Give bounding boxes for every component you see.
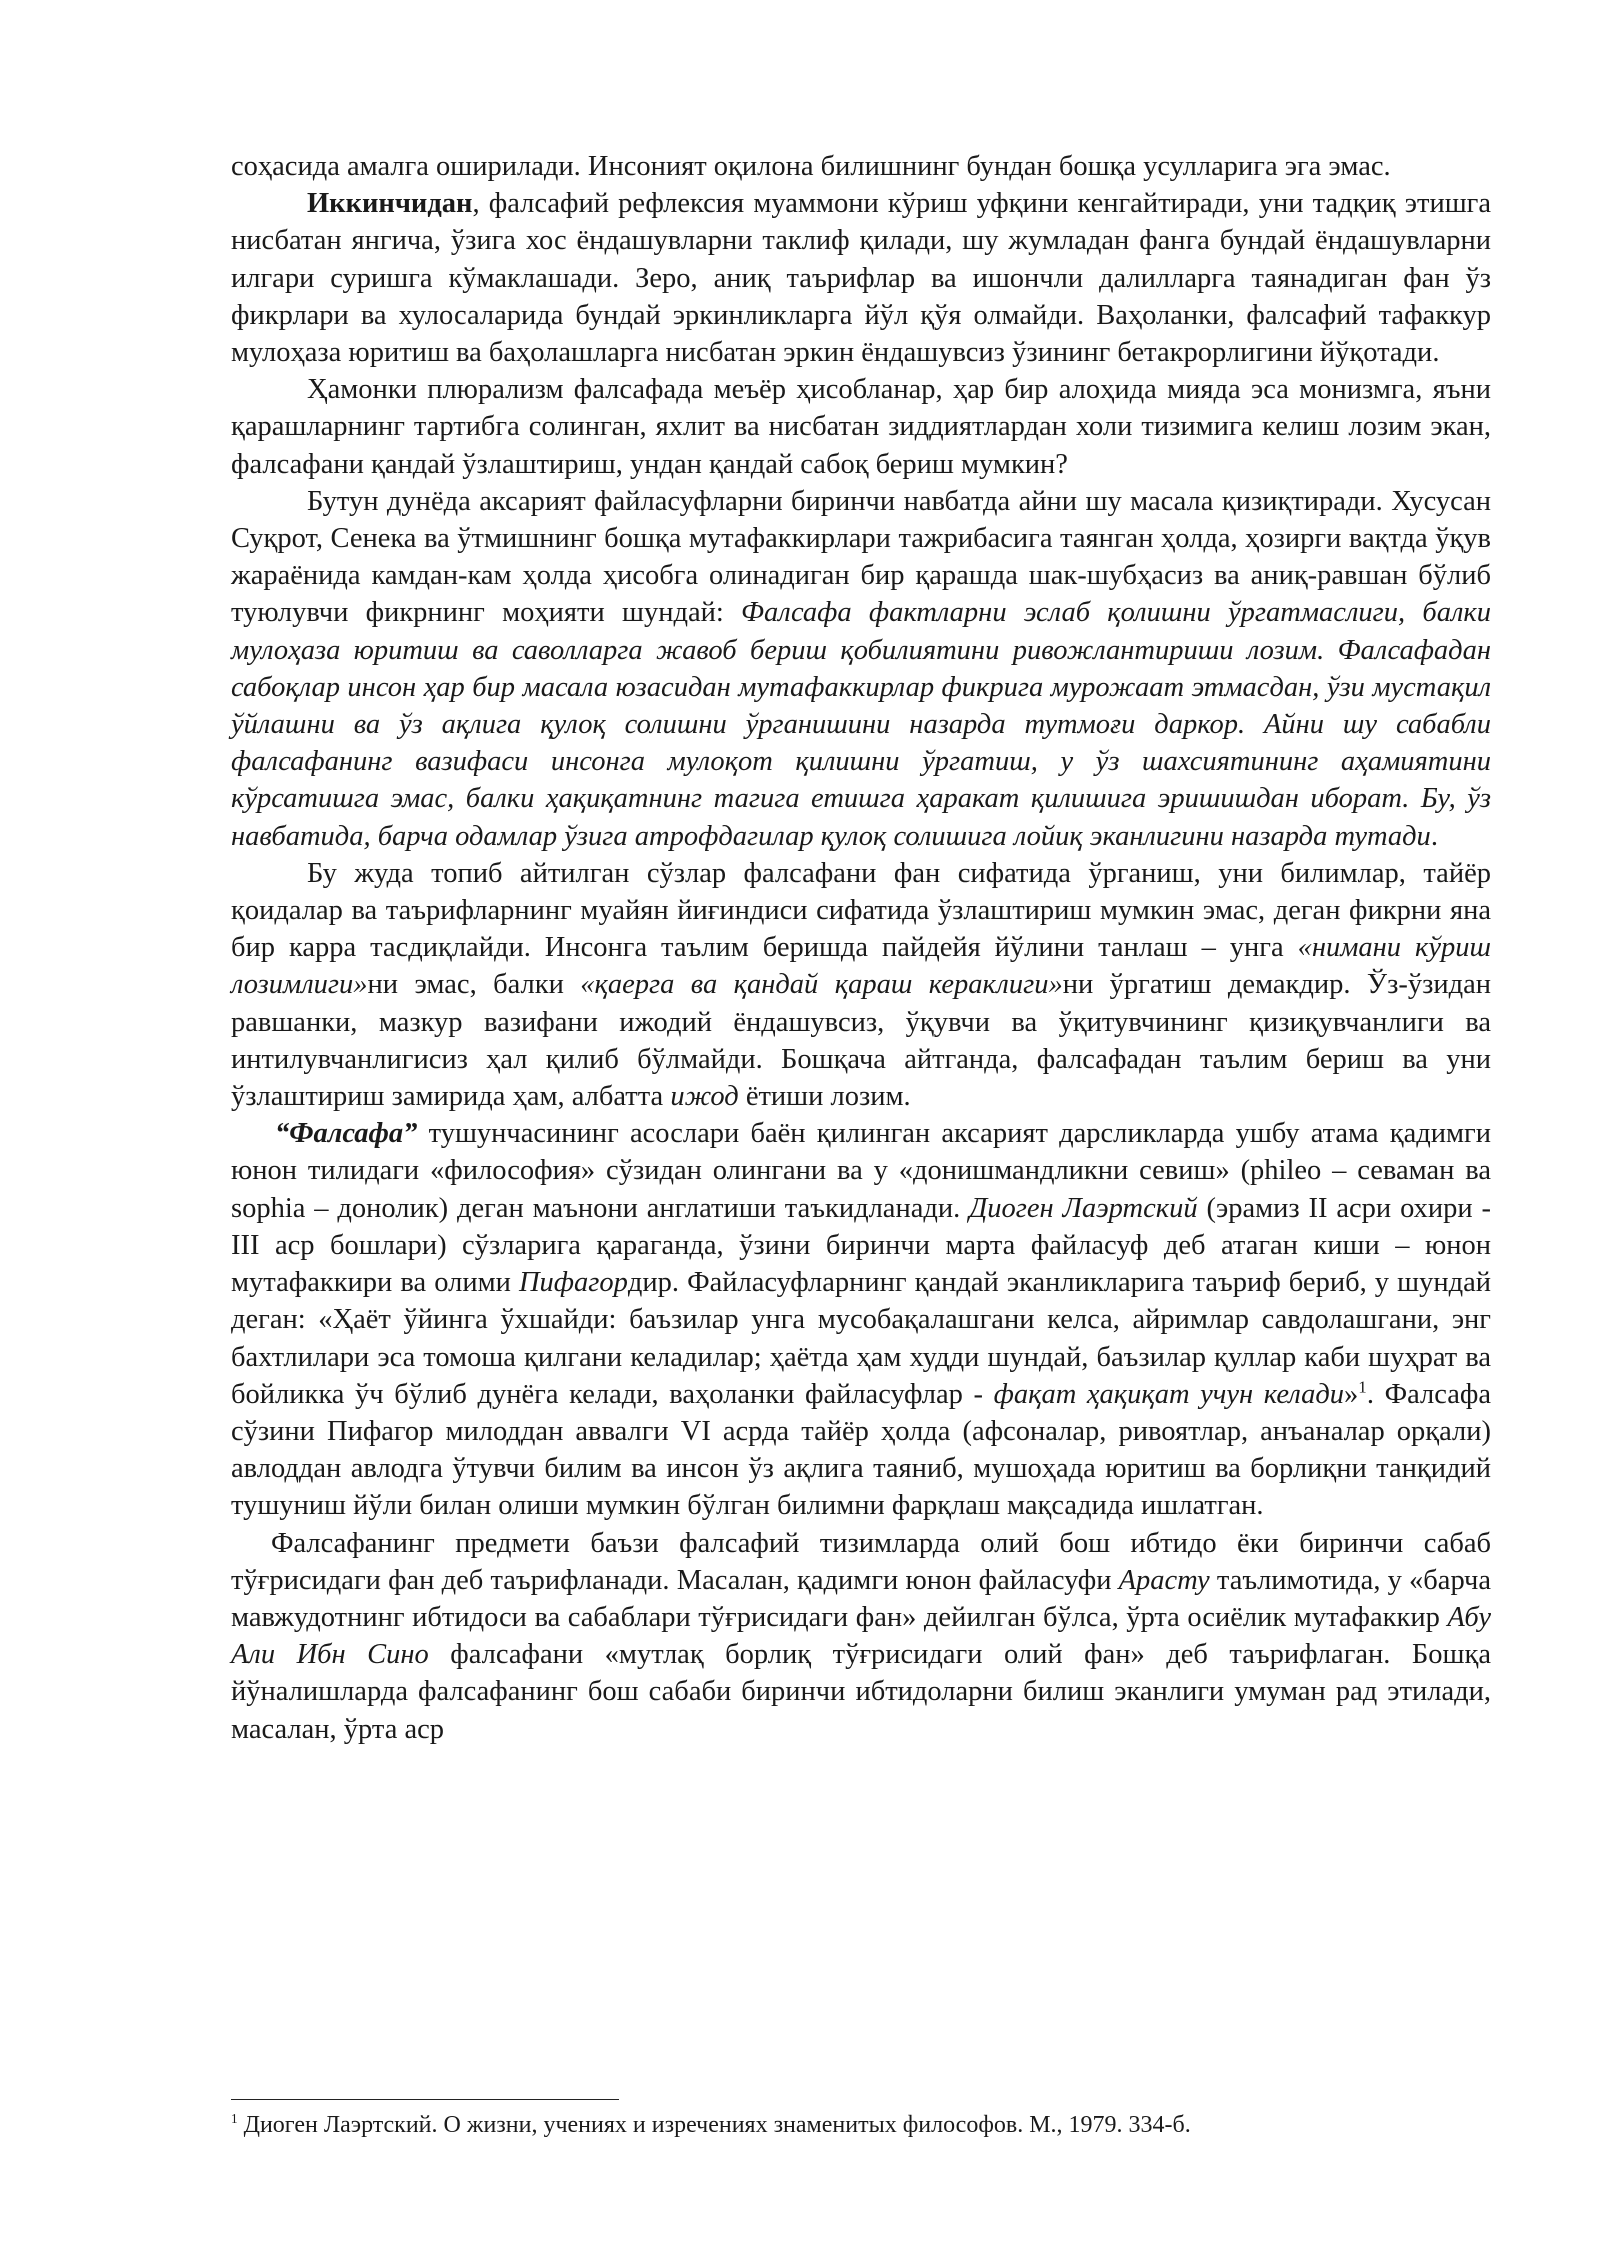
paragraph-6-italic-3: фақат ҳақиқат учун келади xyxy=(993,1378,1345,1410)
paragraph-6-text-3: дир. Файласуфларнинг қандай эканликларига таъриф бериб, у шундай деган: «Ҳаёт ўйинга ўхшайди: баъзилар унга мусобақалашгани келса, айримлар савдолашгани, энг бахтлилари эса томоша қилгани келадилар; ҳаётда ҳам худди шундай, баъзилар қуллар каби шуҳрат ва бойликка ўч бўлиб дунёга келади, ваҳоланки файласуфлар - xyxy=(231,1267,1491,1410)
paragraph-5-italic-3: ижод xyxy=(670,1081,739,1113)
paragraph-6 xyxy=(231,1115,1491,1524)
paragraph-5-text-3: ни ўргатиш демакдир. Ўз-ўзидан равшанки, мазкур вазифани ижодий ёндашувсиз, ўқувчи ва ўқитувчининг қизиқувчанлиги ва интилувчанлигисиз ҳал қилиб бўлмайди. Бошқача айтганда, фалсафадан таълим бериш ва уни ўзлаштириш замирида ҳам, албатта xyxy=(231,969,1491,1113)
paragraph-6-italic-2: Пифагор xyxy=(518,1267,628,1299)
paragraph-6-lead: “Фалсафа” xyxy=(275,1118,418,1150)
paragraph-5-italic-2: «қаерга ва қандай қараш кераклиги» xyxy=(580,969,1063,1001)
paragraph-5 xyxy=(231,855,1491,1115)
paragraph-5-italic-1: «нимани кўриш лозимлиги» xyxy=(231,932,1491,1001)
paragraph-2 xyxy=(231,185,1491,371)
paragraph-6-italic-1: Диоген Лаэртский xyxy=(969,1192,1198,1224)
paragraph-7-text-3: фалсафани «мутлақ борлиқ тўғрисидаги олий фан» деб таърифлаган. Бошқа йўналишларда фалсафанинг бош сабаби биринчи ибтидоларни билиш эканлиги умуман рад этилади, масалан, ўрта аср xyxy=(231,1639,1491,1745)
paragraph-6-text-1: тушунчасининг асослари баён қилинган аксарият дарсликларда ушбу атама қадимги юнон тилидаги «философия» сўзидан олингани ва у «донишмандликни севиш» (phileo – севаман ва sophia – донолик) деган маънони англатиши таъкидланади. xyxy=(231,1118,1491,1224)
footnote-mark: 1 xyxy=(231,2111,238,2126)
paragraph-2-text: , фалсафий рефлексия муаммони кўриш уфқини кенгайтиради, уни тадқиқ этишга нисбатан янгича, ўзига хос ёндашувларни таклиф қилади, шу жумладан фанга бундай ёндашувларни илгари суришга кўмаклашади. Зеро, аниқ таърифлар ва ишончли далилларга таянадиган фан ўз фикрлари ва хулосаларида бундай эркинликларга йўл қўя олмайди. Ваҳоланки, фалсафий тафаккур мулоҳаза юритиш ва баҳолашларга нисбатан эркин ёндашувсиз ўзининг бетакрорлигини йўқотади. xyxy=(231,188,1491,369)
paragraph-5-text-1: Бу жуда топиб айтилган сўзлар фалсафани фан сифатида ўрганиш, уни билимлар, тайёр қоидалар ва таърифларнинг муайян йиғиндиси сифатида ўзлаштириш мумкин эмас, деган фикрни яна бир карра тасдиқлайди. Инсонга таълим беришда пайдейя йўлини танлаш – унга xyxy=(231,857,1491,964)
paragraph-4 xyxy=(231,483,1491,855)
paragraph-6-text-2: (эрамиз II асри охири - III аср бошлари) сўзларига қараганда, ўзини биринчи марта файласуф деб атаган киши – юнон мутафаккири ва олими xyxy=(231,1192,1491,1299)
paragraph-5-text-4: ётиши лозим. xyxy=(738,1081,911,1113)
paragraph-1 xyxy=(231,148,1491,185)
paragraph-4-quote: Фалсафа фактларни эслаб қолишни ўргатмаслиги, балки мулоҳаза юритиш ва саволларга жавоб бериш қобилиятини ривожлантириши лозим. Фалсафадан сабоқлар инсон ҳар бир масала юзасидан мутафаккирлар фикрига мурожаат этмасдан, ўзи мустақил ўйлашни ва ўз ақлига қулоқ солишни ўрганишини назарда тутмоғи даркор. Айни шу сабабли фалсафанинг вазифаси инсонга мулоқот қилишни ўргатиш, у ўз шахсиятининг аҳамиятини кўрсатишга эмас, балки ҳақиқатнинг тагига етишга ҳаракат қилишига эришишдан иборат. Бу, ўз навбатида, барча одамлар ўзига атрофдагилар қулоқ солишига лойиқ эканлигини назарда тутади xyxy=(231,597,1491,852)
paragraph-5-text-2: ни эмас, балки xyxy=(367,969,581,1001)
paragraph-7 xyxy=(231,1525,1491,1748)
paragraph-4-text: Бутун дунёда аксарият файласуфларни биринчи навбатда айни шу масала қизиқтиради. Хусусан Суқрот, Сенека ва ўтмишнинг бошқа мутафаккирлари тажрибасига таянган ҳолда, ҳозирги вақтда ўқув жараёнида камдан-кам ҳолда ҳисобга олинадиган бир қарашда шак-шубҳасиз ва аниқ-равшан бўлиб туюлувчи фикрнинг моҳияти шундай: xyxy=(231,485,1491,629)
paragraph-7-text-1: Фалсафанинг предмети баъзи фалсафий тизимларда олий бош ибтидо ёки биринчи сабаб тўғрисидаги фан деб таърифланади. Масалан, қадимги юнон файласуфи xyxy=(231,1527,1491,1596)
paragraph-3-text: Ҳамонки плюрализм фалсафада меъёр ҳисобланар, ҳар бир алоҳида мияда эса монизмга, яъни қарашларнинг тартибга солинган, яхлит ва нисбатан зиддиятлардан холи тизимига келиш лозим экан, фалсафани қандай ўзлаштириш, ундан қандай сабоқ бериш мумкин? xyxy=(231,374,1491,480)
footnote xyxy=(231,2110,1491,2140)
paragraph-4-end: . xyxy=(1430,820,1438,852)
paragraph-7-text-2: таълимотида, у «барча мавжудотнинг ибтидоси ва сабаблари тўғрисидаги фан» дейилган бўлса, ўрта осиёлик мутафаккир xyxy=(231,1564,1491,1633)
document-body xyxy=(231,148,1491,1748)
paragraph-7-italic-2: Абу Али Ибн Сино xyxy=(231,1601,1491,1671)
paragraph-1-text: соҳасида амалга оширилади. Инсоният оқилона билишнинг бундан бошқа усулларига эга эмас. xyxy=(231,151,1391,182)
paragraph-7-italic-1: Арасту xyxy=(1118,1564,1210,1596)
paragraph-2-lead: Иккинчидан xyxy=(307,188,473,220)
paragraph-3 xyxy=(231,371,1491,483)
footnote-separator xyxy=(231,2099,619,2100)
paragraph-6-text-5: . Фалсафа сўзини Пифагор милоддан аввалги VI асрда тайёр ҳолда (афсоналар, ривоятлар, анъаналар орқали) авлоддан авлодга ўтувчи билим ва инсон ўз ақлига таяниб, мушоҳада юритиш ва борлиқни танқидий тушуниш йўли билан олиши мумкин бўлган билимни фарқлаш мақсадида ишлатган. xyxy=(231,1378,1491,1522)
footnote-text: Диоген Лаэртский. О жизни, учениях и изречениях знаменитых философов. М., 1979. 334-б. xyxy=(237,2112,1191,2138)
paragraph-6-text-4: » xyxy=(1344,1378,1359,1410)
footnote-reference[interactable]: 1 xyxy=(1358,1377,1367,1397)
